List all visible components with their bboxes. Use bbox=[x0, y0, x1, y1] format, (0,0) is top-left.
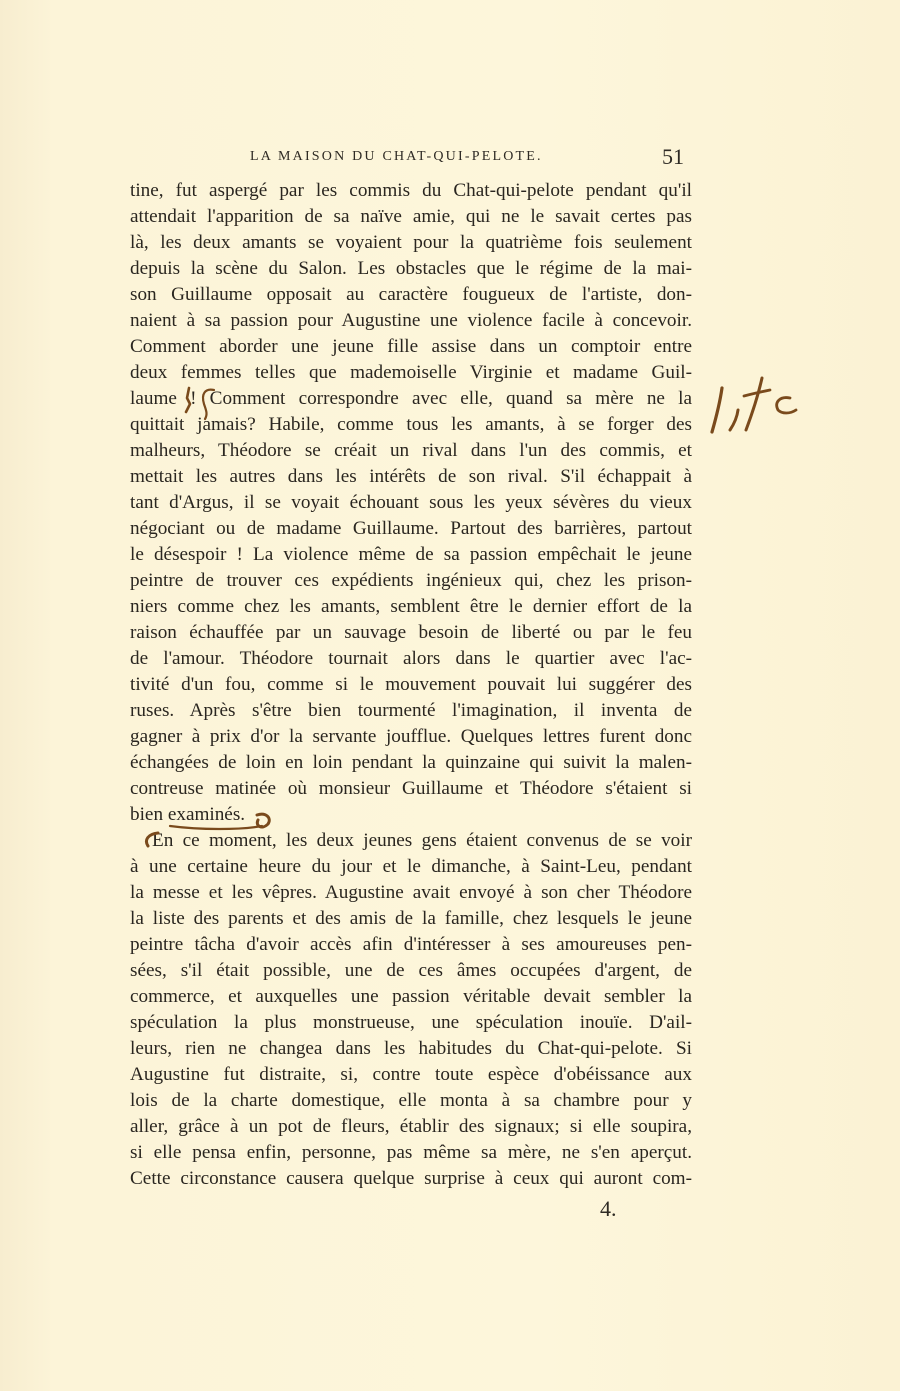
text-line: de l'amour. Théodore tournait alors dans le quartier avec l'ac- bbox=[130, 648, 692, 669]
text-line: contreuse matinée où monsieur Guillaume et Théodore s'étaient si bbox=[130, 778, 692, 799]
text-line: niers comme chez les amants, semblent être le dernier effort de la bbox=[130, 596, 692, 617]
text-line: depuis la scène du Salon. Les obstacles que le régime de la mai- bbox=[130, 258, 692, 279]
text-line: gagner à prix d'or la servante joufflue. Quelques lettres furent donc bbox=[130, 726, 692, 747]
text-line: si elle pensa enfin, personne, pas même sa mère, ne s'en aperçut. bbox=[130, 1142, 692, 1163]
text-line: sées, s'il était possible, une de ces âmes occupées d'argent, de bbox=[130, 960, 692, 981]
text-line: attendait l'apparition de sa naïve amie, qui ne le savait certes pas bbox=[130, 206, 692, 227]
paragraph-2 bbox=[130, 828, 692, 1192]
text-line: mettait les autres dans les intérêts de son rival. S'il échappait à bbox=[130, 466, 692, 487]
text-line: tine, fut aspergé par les commis du Chat-qui-pelote pendant qu'il bbox=[130, 180, 692, 201]
text-line: laume ! Comment correspondre avec elle, quand sa mère ne la bbox=[130, 388, 692, 409]
margin-note-comma bbox=[730, 410, 738, 430]
running-title: LA MAISON DU CHAT-QUI-PELOTE. bbox=[250, 149, 543, 164]
margin-note-t-bar bbox=[744, 390, 770, 396]
text-line: bien examinés. bbox=[130, 804, 246, 825]
text-line: échangées de loin en loin pendant la quinzaine qui suivit la malen- bbox=[130, 752, 692, 773]
text-line: le désespoir ! La violence même de sa passion empêchait le jeune bbox=[130, 544, 692, 565]
text-line: peintre tâcha d'avoir accès afin d'intéresser à ses amoureuses pen- bbox=[130, 934, 692, 955]
page-number: 51 bbox=[662, 144, 684, 169]
text-line: Comment aborder une jeune fille assise dans un comptoir entre bbox=[130, 336, 692, 357]
text-line: négociant ou de madame Guillaume. Partout des barrières, partout bbox=[130, 518, 692, 539]
text-line: raison échauffée par un sauvage besoin de liberté ou par le feu bbox=[130, 622, 692, 643]
text-line: là, les deux amants se voyaient pour la quatrième fois seulement bbox=[130, 232, 692, 253]
running-head bbox=[130, 146, 690, 172]
text-line: deux femmes telles que mademoiselle Virginie et madame Guil- bbox=[130, 362, 692, 383]
body-text bbox=[130, 178, 692, 1192]
text-line: à une certaine heure du jour et le dimanche, à Saint-Leu, pendant bbox=[130, 856, 692, 877]
margin-note-c bbox=[777, 398, 796, 413]
text-line: lois de la charte domestique, elle monta à sa chambre pour y bbox=[130, 1090, 692, 1111]
paragraph-1 bbox=[130, 178, 692, 828]
text-line: naient à sa passion pour Augustine une violence facile à concevoir. bbox=[130, 310, 692, 331]
signature-mark: 4. bbox=[600, 1196, 617, 1221]
text-line: peintre de trouver ces expédients ingénieux qui, chez les prison- bbox=[130, 570, 692, 591]
text-line: tivité d'un fou, comme si le mouvement pouvait lui suggérer des bbox=[130, 674, 692, 695]
text-line: la liste des parents et des amis de la famille, chez lesquels le jeune bbox=[130, 908, 692, 929]
margin-note-t-stem bbox=[746, 378, 762, 430]
text-line: aller, grâce à un pot de fleurs, établir des signaux; si elle soupira, bbox=[130, 1116, 692, 1137]
text-line: malheurs, Théodore se créait un rival dans l'un des commis, et bbox=[130, 440, 692, 461]
text-line: Augustine fut distraite, si, contre toute espèce d'obéissance aux bbox=[130, 1064, 692, 1085]
margin-note-stroke-l bbox=[712, 388, 722, 432]
text-line: leurs, rien ne changea dans les habitudes du Chat-qui-pelote. Si bbox=[130, 1038, 692, 1059]
text-line: son Guillaume opposait au caractère fougueux de l'artiste, don- bbox=[130, 284, 692, 305]
text-line: Cette circonstance causera quelque surprise à ceux qui auront com- bbox=[130, 1168, 692, 1189]
text-line: spéculation la plus monstrueuse, une spéculation inouïe. D'ail- bbox=[130, 1012, 692, 1033]
text-line: quittait jamais? Habile, comme tous les amants, à se forger des bbox=[130, 414, 692, 435]
text-line: ruses. Après s'être bien tourmenté l'imagination, il inventa de bbox=[130, 700, 692, 721]
text-line: la messe et les vêpres. Augustine avait envoyé à son cher Théodore bbox=[130, 882, 692, 903]
text-line: tant d'Argus, il se voyait échouant sous les yeux sévères du vieux bbox=[130, 492, 692, 513]
text-line: commerce, et auxquelles une passion véritable devait sembler la bbox=[130, 986, 692, 1007]
text-line: En ce moment, les deux jeunes gens étaient convenus de se voir bbox=[152, 830, 692, 851]
